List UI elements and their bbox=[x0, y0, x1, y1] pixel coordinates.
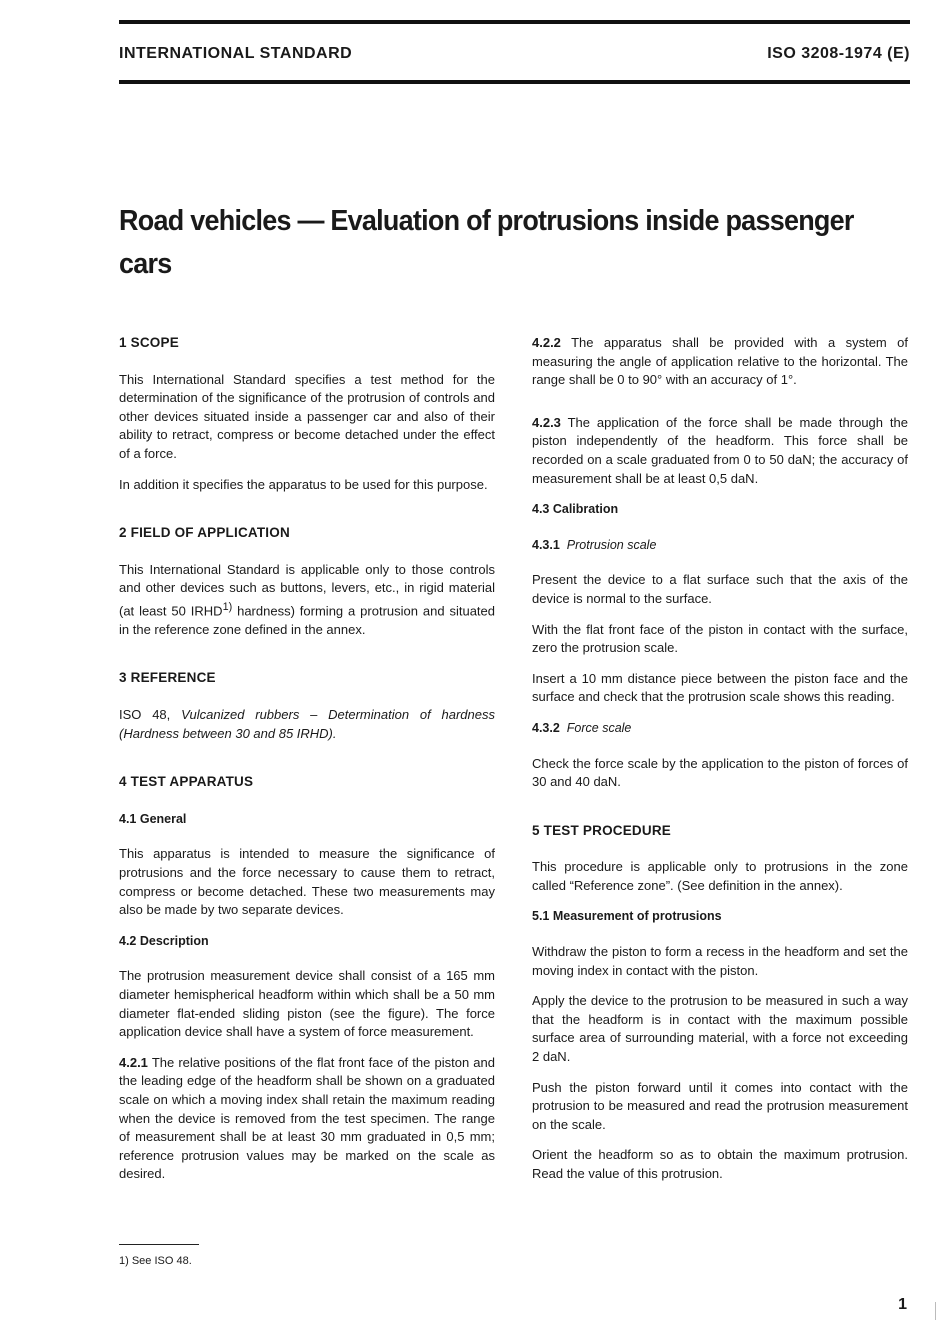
document-type: INTERNATIONAL STANDARD bbox=[119, 45, 353, 62]
section-4-2-1-number: 4.2.1 bbox=[119, 1054, 148, 1070]
section-3-heading: 3 REFERENCE bbox=[119, 670, 216, 686]
section-4-2-2-text: The apparatus shall be provided with a system of measuring the angle of application relative to the horizontal. The range shall be 0 to 90° with an accuracy of 1°. bbox=[532, 335, 908, 388]
section-4-3-1-title: Protrusion scale bbox=[566, 537, 657, 552]
footnote: 1) See ISO 48. bbox=[119, 1255, 192, 1267]
section-4-1-heading: 4.1 General bbox=[119, 811, 187, 826]
section-4-2-1-text: The relative positions of the flat front face of the piston and the leading edge of the headform shall be shown on a graduated scale on which a moving index shall retain the maximum reading when the device is removed from the test specimen. The range of measurement shall be at least 30 mm graduated in 0,5 mm; reference protrusion values may be marked on the scale as desired. bbox=[119, 1054, 495, 1182]
section-5-paragraph: This procedure is applicable only to protrusions in the zone called “Reference zone”. (See definition in the annex). bbox=[532, 859, 908, 893]
section-4-2-1-paragraph bbox=[119, 1054, 495, 1184]
page-title: Road vehicles — Evaluation of protrusions inside passenger cars bbox=[119, 205, 854, 280]
section-2-text-a: This International Standard is applicable only to those controls and other devices such as buttons, levers, etc., in rigid material (at least 50 IRHD bbox=[119, 561, 495, 619]
section-5-1-paragraph-2: Apply the device to the protrusion to be measured in such a way that the headform is in contact with the maximum possible surface area of surrounding material, with a force not exceeding 2 daN. bbox=[532, 993, 908, 1065]
section-4-heading: 4 TEST APPARATUS bbox=[119, 774, 254, 790]
section-4-3-1-paragraph-2: With the flat front face of the piston in contact with the surface, zero the protrusion scale. bbox=[532, 621, 908, 656]
section-4-2-paragraph: The protrusion measurement device shall consist of a 165 mm diameter hemispherical headform within which shall be a 50 mm diameter flat-ended sliding piston (see the figure). The force application device shall have a system of force measurement. bbox=[119, 968, 495, 1040]
section-3-paragraph bbox=[119, 706, 495, 743]
section-4-3-1-heading bbox=[532, 536, 908, 555]
section-4-2-3-paragraph bbox=[532, 414, 908, 488]
section-5-1-paragraph-3: Push the piston forward until it comes into contact with the protrusion to be measured and read the protrusion measurement on the scale. bbox=[532, 1079, 908, 1132]
section-4-2-3-text: The application of the force shall be made through the piston independently of the headform. This force shall be recorded on a scale graduated from 0 to 50 daN; the accuracy of measurement shall be at least 0,5 daN. bbox=[532, 414, 908, 486]
section-4-2-heading: 4.2 Description bbox=[119, 933, 209, 948]
section-4-2-2-number: 4.2.2 bbox=[532, 335, 561, 350]
section-2-heading: 2 FIELD OF APPLICATION bbox=[119, 525, 290, 541]
section-4-1-paragraph: This apparatus is intended to measure the significance of protrusions and the force necessary to cause them to retract, compress or become detached. These two measurements may also be made by two separate devices. bbox=[119, 846, 495, 918]
section-1-paragraph-1: This International Standard specifies a test method for the determination of the significance of the protrusion of controls and other devices situated inside a passenger car and also of their ability to retract, compress or become detached under the effect of a force. bbox=[119, 371, 495, 461]
header-rule-top bbox=[119, 20, 910, 24]
left-column bbox=[119, 334, 495, 1196]
section-4-3-2-number: 4.3.2 bbox=[532, 720, 560, 735]
section-4-3-1-paragraph-1: Present the device to a flat surface such that the axis of the device is normal to the surface. bbox=[532, 572, 908, 606]
section-4-3-1-paragraph-3: Insert a 10 mm distance piece between the piston face and the surface and check that the protrusion scale shows this reading. bbox=[532, 670, 908, 705]
margin-mark bbox=[935, 1302, 936, 1320]
section-4-3-1-number: 4.3.1 bbox=[532, 537, 560, 552]
right-column bbox=[532, 334, 908, 1196]
section-1-paragraph-2: In addition it specifies the apparatus to be used for this purpose. bbox=[119, 476, 488, 492]
section-4-2-2-paragraph bbox=[532, 334, 908, 390]
section-5-1-paragraph-4: Orient the headform so as to obtain the maximum protrusion. Read the value of this protrusion. bbox=[532, 1147, 908, 1181]
section-4-3-2-paragraph: Check the force scale by the application to the piston of forces of 30 and 40 daN. bbox=[532, 755, 908, 790]
document-number: ISO 3208-1974 (E) bbox=[767, 45, 910, 62]
section-4-3-2-title: Force scale bbox=[566, 720, 632, 735]
reference-number: ISO 48, bbox=[119, 707, 182, 723]
reference-title: Vulcanized rubbers – Determination of hardness (Hardness between 30 and 85 IRHD). bbox=[119, 707, 495, 741]
section-5-1-heading: 5.1 Measurement of protrusions bbox=[532, 909, 722, 924]
section-2-text-b: hardness) forming a protrusion and situated in the reference zone defined in the annex. bbox=[119, 603, 495, 637]
page-number: 1 bbox=[898, 1296, 907, 1313]
section-2-paragraph bbox=[119, 561, 495, 640]
header-rule-bottom bbox=[119, 80, 910, 84]
section-4-3-2-heading bbox=[532, 719, 908, 738]
section-4-3-heading: 4.3 Calibration bbox=[532, 502, 619, 517]
section-4-2-3-number: 4.2.3 bbox=[532, 414, 561, 430]
section-5-1-paragraph-1: Withdraw the piston to form a recess in the headform and set the moving index in contact with the piston. bbox=[532, 944, 908, 978]
section-5-heading: 5 TEST PROCEDURE bbox=[532, 822, 671, 838]
footnote-ref: 1) bbox=[222, 600, 233, 613]
footnote-rule bbox=[119, 1244, 199, 1245]
section-1-heading: 1 SCOPE bbox=[119, 335, 179, 350]
